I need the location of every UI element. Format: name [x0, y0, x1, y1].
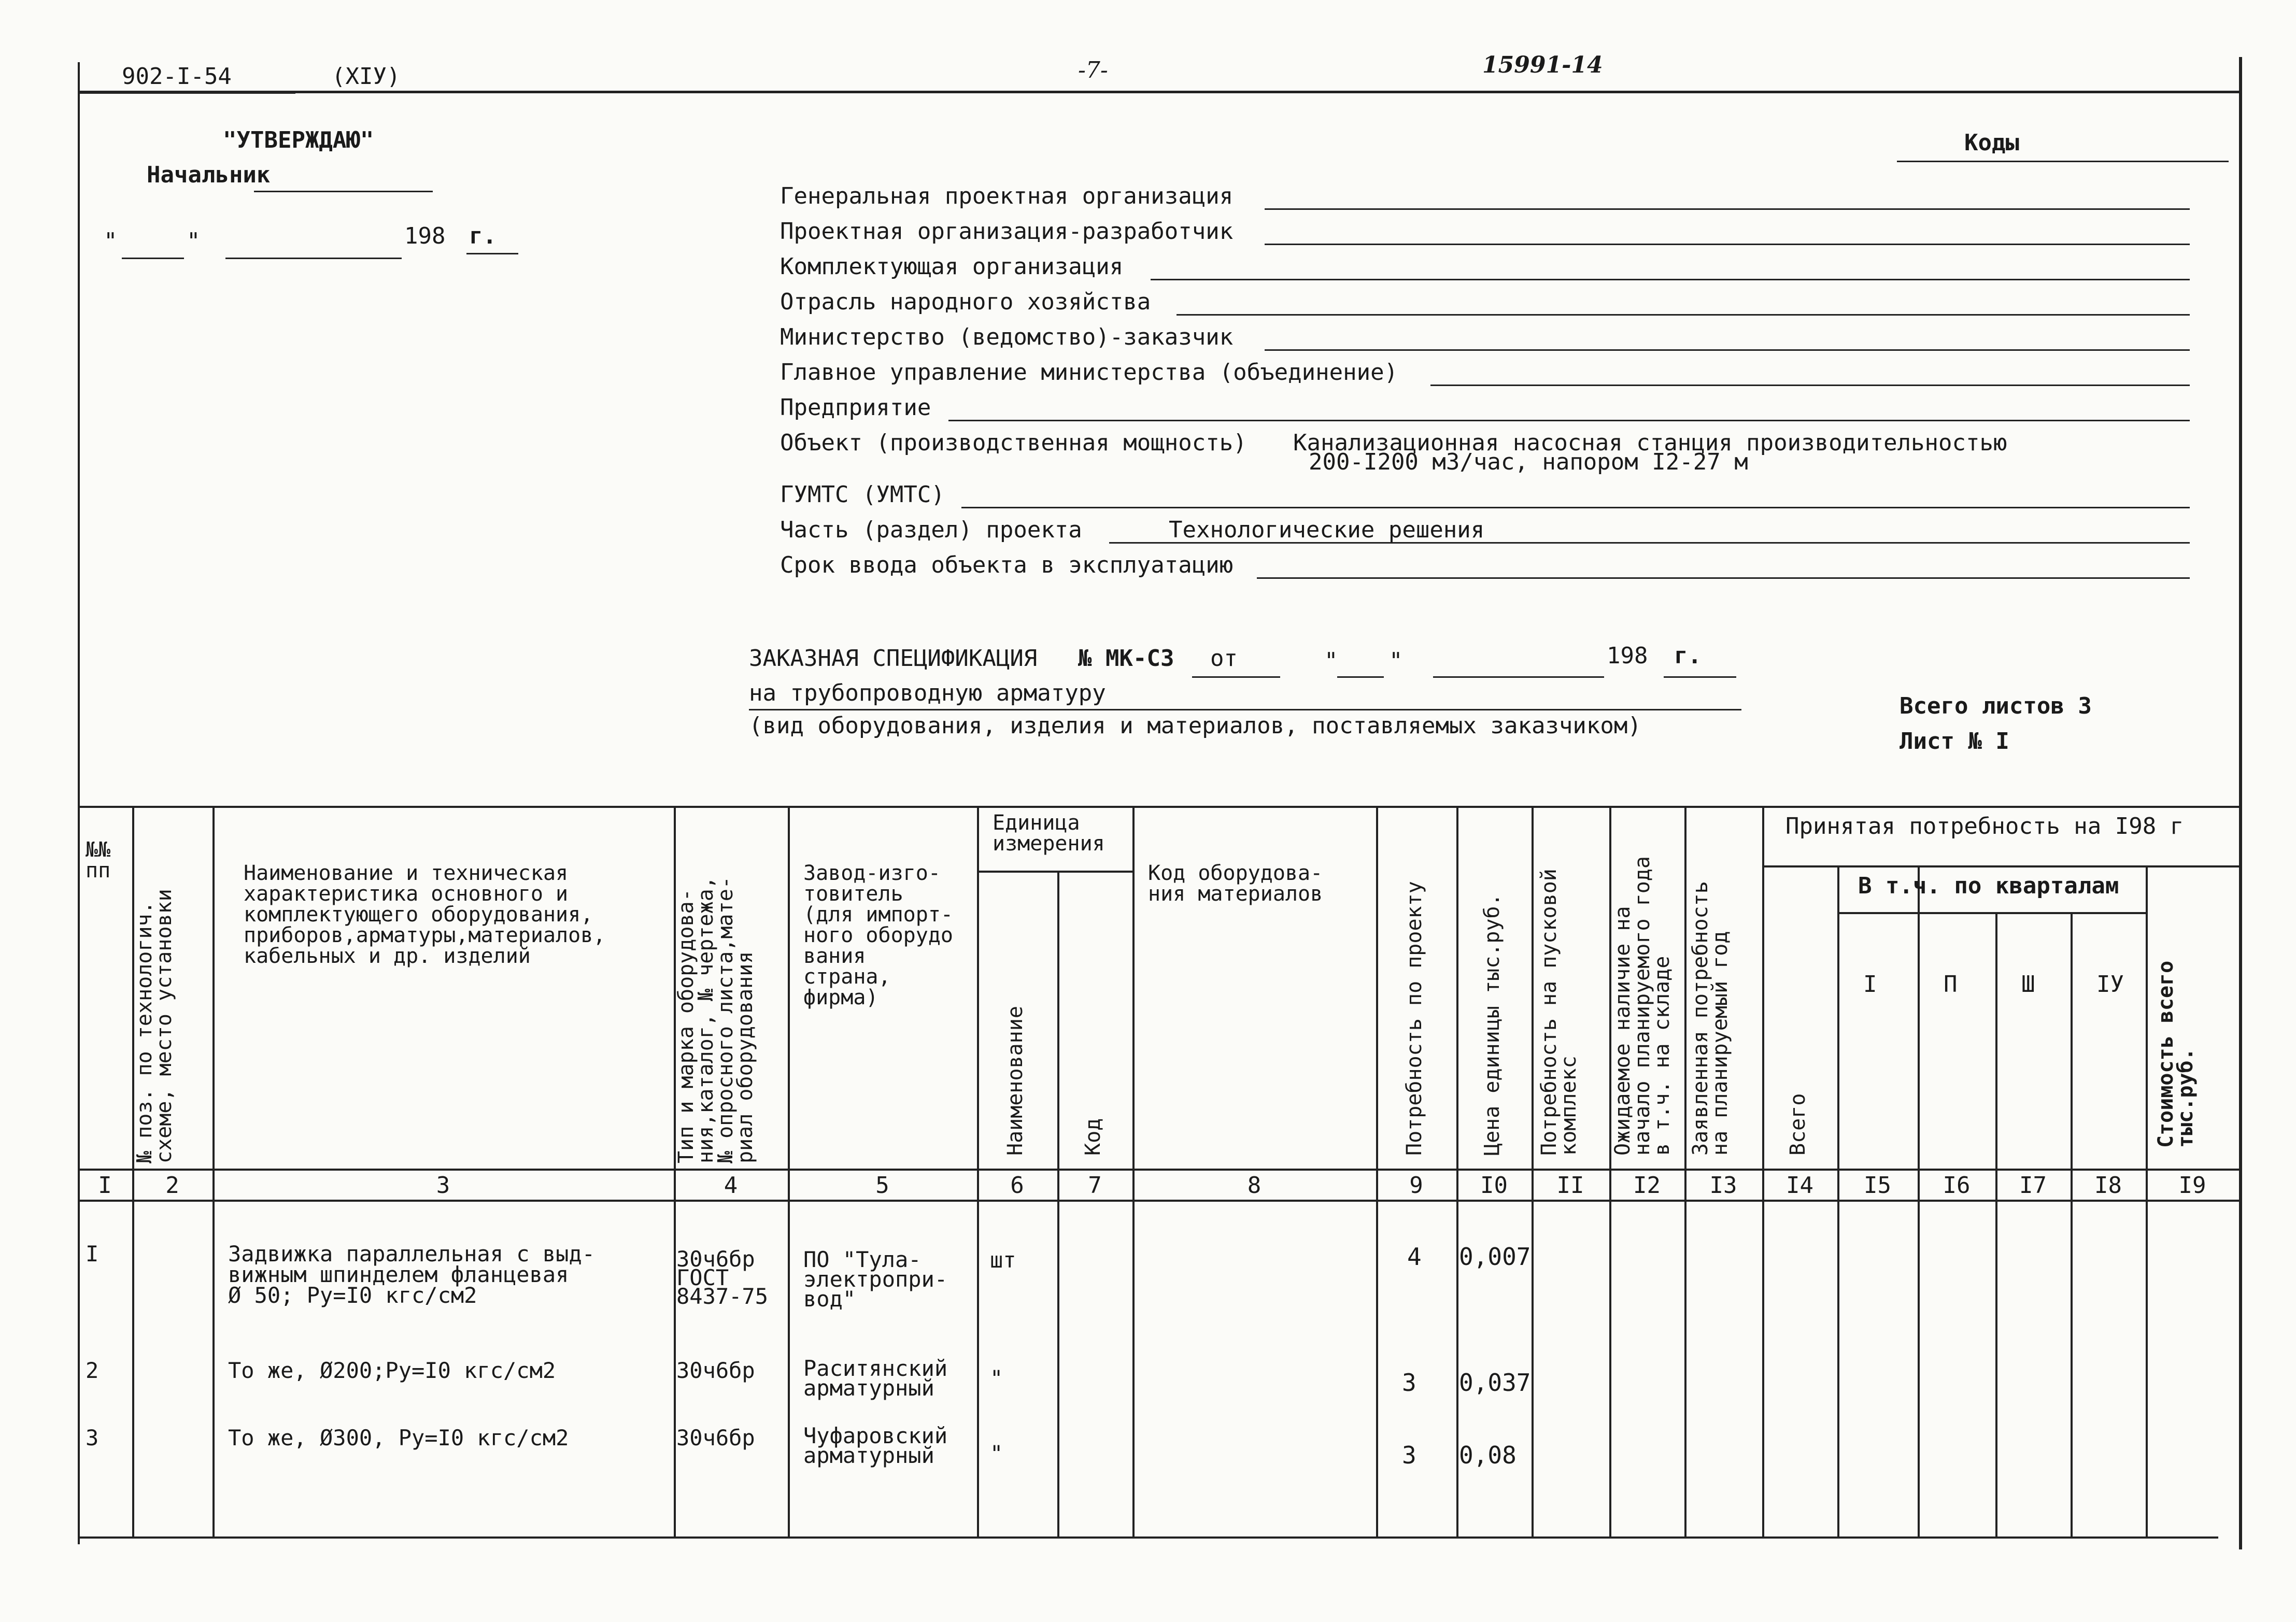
- field-project-part-label: Часть (раздел) проекта: [780, 517, 1082, 543]
- row-manufacturer: Раситянский арматурный: [803, 1356, 948, 1401]
- col-number-4: 4: [724, 1172, 738, 1199]
- col-number-5: 5: [875, 1172, 889, 1199]
- col-number-6: 6: [1010, 1172, 1024, 1199]
- spec-total-sheets: Всего листов 3: [1900, 693, 2092, 719]
- frame-right: [2239, 57, 2242, 1549]
- field-main-dept-line: [1430, 385, 2190, 386]
- spec-year: 198: [1607, 643, 1648, 669]
- header-row-number: №№ пп: [86, 838, 111, 883]
- row-type: 30ч6бр ГОСТ 8437-75: [676, 1246, 769, 1309]
- col-number-13: I3: [1709, 1172, 1737, 1199]
- col-number-11: II: [1556, 1172, 1584, 1199]
- col-number-10: I0: [1480, 1172, 1508, 1199]
- spec-note: (вид оборудования, изделия и материалов, поставляемых заказчиком): [749, 713, 1641, 739]
- spec-quote-close: ": [1389, 648, 1403, 674]
- field-object-label: Объект (производственная мощность): [780, 430, 1247, 456]
- header-position: № поз. по технологич. схеме, место установки: [133, 889, 176, 1163]
- table-top-border: [78, 806, 2242, 808]
- row-unit: ": [990, 1365, 1003, 1391]
- field-industry-label: Отрасль народного хозяйства: [780, 289, 1151, 315]
- col-number-9: 9: [1409, 1172, 1423, 1199]
- frame-top-line: [78, 91, 2242, 93]
- field-project-part-line: [1109, 542, 2190, 544]
- spec-number: № МК-С3: [1078, 645, 1174, 672]
- field-completing-org-label: Комплектующая организация: [780, 253, 1124, 280]
- field-commission-line: [1257, 577, 2190, 579]
- field-design-org-line: [1265, 244, 2190, 245]
- approval-position: Начальник: [147, 162, 271, 188]
- row-type: 30ч6бр: [676, 1425, 755, 1450]
- approval-title: "УТВЕРЖДАЮ": [223, 127, 374, 153]
- header-accepted-need: Принятая потребность на I98 г: [1785, 813, 2184, 840]
- row-unit: ": [990, 1441, 1003, 1466]
- field-completing-org-line: [1151, 279, 2190, 280]
- col-number-18: I8: [2094, 1172, 2122, 1199]
- row-price: 0,007: [1459, 1243, 1531, 1271]
- row-number: 3: [86, 1425, 99, 1450]
- field-industry-line: [1177, 314, 2190, 316]
- frame-left: [78, 62, 80, 1544]
- spec-title: ЗАКАЗНАЯ СПЕЦИФИКАЦИЯ: [749, 645, 1038, 672]
- field-commission-label: Срок ввода объекта в эксплуатацию: [780, 552, 1234, 578]
- approval-year: 198: [404, 223, 446, 249]
- field-project-part-value: Технологические решения: [1169, 517, 1485, 543]
- approval-date-open-quote: ": [104, 228, 118, 254]
- header-need-project: Потребность по проекту: [1402, 881, 1426, 1156]
- spec-subject-line: [749, 709, 1741, 710]
- header-equipment-code: Код оборудова- ния материалов: [1148, 861, 1323, 906]
- page-number: -7-: [1078, 57, 1108, 83]
- col-number-2: 2: [165, 1172, 179, 1199]
- field-gumts-label: ГУМТС (УМТС): [780, 481, 945, 508]
- approval-date-close-quote: ": [187, 228, 201, 254]
- field-object-value-line2: 200-I200 м3/час, напором I2-27 м: [1309, 449, 1748, 475]
- col-number-17: I7: [2019, 1172, 2047, 1199]
- header-startup-need: Потребность на пусковой комплекс: [1537, 869, 1581, 1156]
- field-ministry-label: Министерство (ведомство)-заказчик: [780, 324, 1234, 350]
- header-total: Всего: [1786, 1093, 1810, 1156]
- row-price: 0,08: [1459, 1441, 1517, 1469]
- header-expected-stock: Ожидаемое наличие на начало планируемого года в т.ч. на складе: [1611, 856, 1674, 1156]
- row-number: I: [86, 1241, 99, 1267]
- spec-quote-open: ": [1324, 648, 1338, 674]
- header-quarter-2: П: [1944, 971, 1958, 998]
- row-quantity: 3: [1402, 1369, 1416, 1397]
- col-number-8: 8: [1247, 1172, 1262, 1199]
- header-quarters: В т.ч. по кварталам: [1858, 873, 2119, 899]
- spec-subject: на трубопроводную арматуру: [749, 680, 1106, 706]
- col-number-14: I4: [1786, 1172, 1813, 1199]
- header-total-cost: Стоимость всего тыс.руб.: [2154, 960, 2198, 1148]
- table-header-bottom: [78, 1169, 2242, 1171]
- col-number-15: I5: [1864, 1172, 1891, 1199]
- row-unit: шт: [990, 1247, 1016, 1273]
- field-design-org-label: Проектная организация-разработчик: [780, 218, 1234, 245]
- field-ministry-line: [1265, 349, 2190, 351]
- spec-from: от: [1210, 645, 1238, 672]
- row-manufacturer: Чуфаровский арматурный: [803, 1423, 948, 1468]
- header-quarter-4: IУ: [2096, 971, 2124, 998]
- field-enterprise-line: [948, 420, 2190, 421]
- col-number-12: I2: [1633, 1172, 1661, 1199]
- header-unit-price: Цена единицы тыс.руб.: [1480, 893, 1504, 1156]
- table-numbers-bottom: [78, 1200, 2242, 1202]
- header-quarter-3: Ш: [2021, 971, 2035, 998]
- field-object-value: Канализационная насосная станция производительностью: [1293, 430, 2007, 456]
- row-price: 0,037: [1459, 1369, 1531, 1397]
- spec-sheet-number: Лист № I: [1900, 728, 2009, 755]
- row-quantity: 4: [1407, 1243, 1422, 1271]
- album-number: (XIУ): [332, 63, 401, 90]
- header-manufacturer: Завод-изго- товитель (для импорт- ного оборудо вания страна, фирма): [803, 861, 953, 1009]
- field-main-dept-label: Главное управление министерства (объединение): [780, 359, 1398, 386]
- doc-code: 902-I-54: [122, 63, 232, 90]
- header-declared-need: Заявленная потребность на планируемый год: [1689, 881, 1732, 1156]
- spec-year-suffix: г.: [1674, 643, 1702, 669]
- field-general-org-label: Генеральная проектная организация: [780, 183, 1234, 209]
- header-unit-code: Код: [1081, 1118, 1105, 1156]
- row-type: 30ч6бр: [676, 1358, 755, 1383]
- approval-year-suffix: г.: [469, 223, 497, 249]
- row-quantity: 3: [1402, 1441, 1416, 1469]
- col-number-7: 7: [1088, 1172, 1102, 1199]
- header-type: Тип и марка оборудова- ния,каталог, № чертежа, № опросного листа,мате- риал оборудования: [674, 876, 757, 1163]
- col-number-16: I6: [1943, 1172, 1971, 1199]
- row-description: То же, Ø300, Ру=I0 кгс/см2: [228, 1425, 569, 1450]
- codes-label: Коды: [1964, 130, 2019, 156]
- field-enterprise-label: Предприятие: [780, 394, 931, 421]
- col-number-19: I9: [2178, 1172, 2206, 1199]
- field-gumts-line: [961, 507, 2190, 508]
- row-description: То же, Ø200;Ру=I0 кгс/см2: [228, 1358, 556, 1383]
- header-quarter-1: I: [1863, 971, 1877, 998]
- row-manufacturer: ПО "Тула- электропри- вод": [803, 1247, 948, 1312]
- header-name: Наименование и техническая характеристика основного и комплектующего оборудования, приборов,арматуры,материалов, кабельных и др. изделий: [244, 861, 606, 968]
- col-number-1: I: [98, 1172, 112, 1199]
- header-unit: Единица измерения: [993, 811, 1105, 856]
- field-general-org-line: [1265, 208, 2190, 210]
- row-number: 2: [86, 1358, 99, 1383]
- header-unit-name: Наименование: [1003, 1006, 1027, 1156]
- row-description: Задвижка параллельная с выд- вижным шпинделем фланцевая Ø 50; Ру=I0 кгс/см2: [228, 1241, 596, 1308]
- col-number-3: 3: [436, 1172, 450, 1199]
- table-bottom-border: [78, 1536, 2218, 1539]
- inventory-number: 15991-14: [1482, 52, 1603, 78]
